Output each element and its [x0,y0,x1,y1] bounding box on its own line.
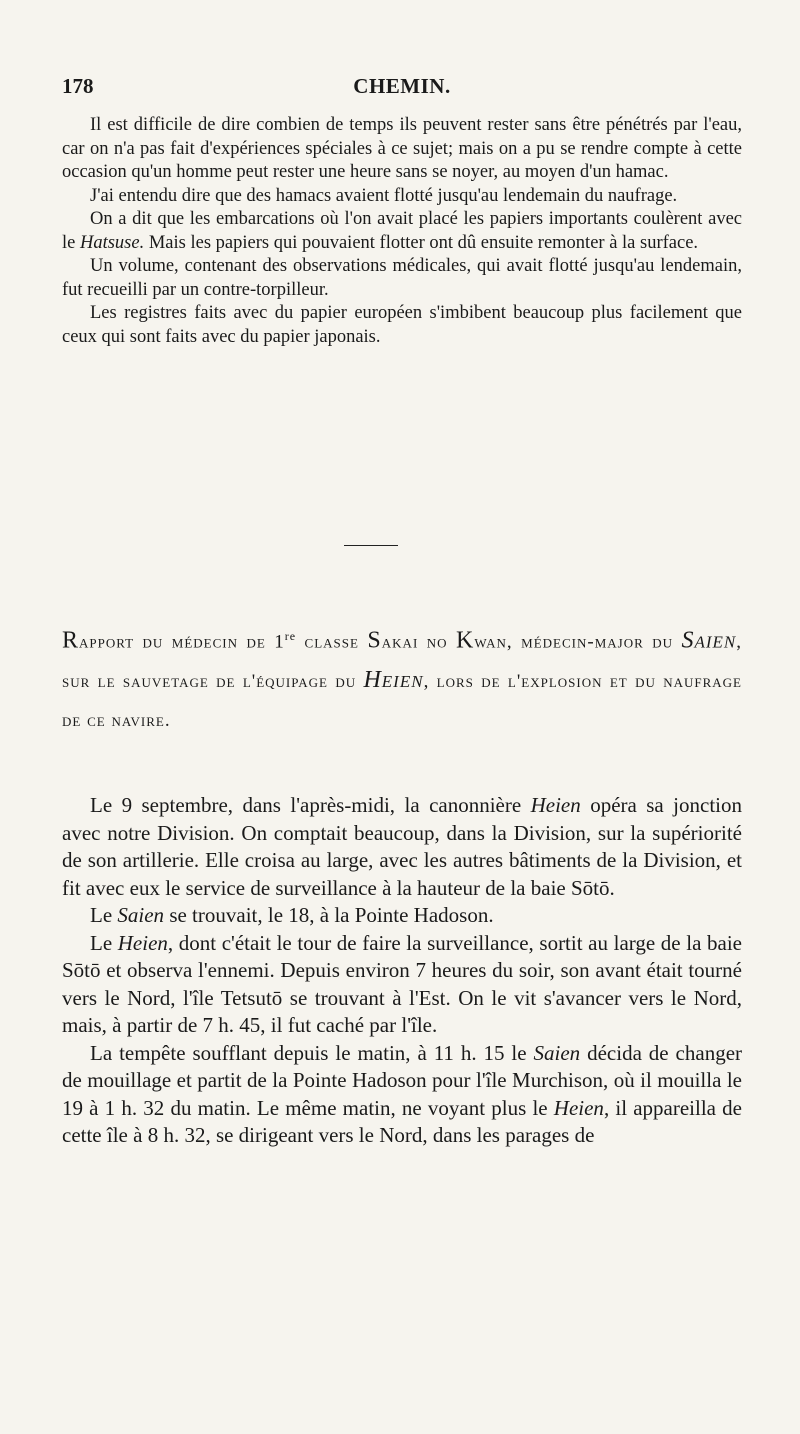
paragraph: Le Heien, dont c'était le tour de faire la surveillance, sortit au large de la baie Sōtō et observa l'ennemi. Depuis environ 7 heures du soir, son avant était tourné vers le Nord, l'île Tetsutō se trouvant à l'Est. On le vit s'avancer vers le Nord, mais, à partir de 7 h. 45, il fut caché par l'île. [62,930,742,1037]
top-text-block [62,114,742,349]
ship-name: Heien [363,667,424,694]
report-body [62,792,742,1150]
paragraph: Le Saien se trouvait, le 18, à la Pointe Hadoson. [90,903,494,927]
paragraph: Le 9 septembre, dans l'après-midi, la canonnière Heien opéra sa jonction avec notre Division. On comptait beaucoup, dans la Division, sur la supériorité de son artillerie. Elle croisa au large, avec les autres bâtiments de la Division, et fit avec eux le service de surveillance à la hauteur de la baie Sōtō. [62,793,742,900]
paragraph: La tempête soufflant depuis le matin, à 11 h. 15 le Saien décida de changer de mouillage et partit de la Pointe Hadoson pour l'île Murchison, où il mouilla le 19 à 1 h. 32 du matin. Le même matin, ne voyant plus le Heien, il appareilla de cette île à 8 h. 32, se dirigeant vers le Nord, dans les parages de [62,1040,743,1147]
ship-name: Saien [117,903,165,927]
paragraph: Il est difficile de dire combien de temps ils peuvent rester sans être pénétrés par l'eau, car on n'a pas fait d'expériences spéciales à ce sujet; mais on a pu se rendre compte à cette occasion qu'un homme peut rester une heure sans se noyer, au moyen d'un hamac. [62,115,742,182]
paragraph: Les registres faits avec du papier européen s'imbibent beaucoup plus facilement que ceux qui sont faits avec du papier japonais. [62,303,742,347]
paragraph: On a dit que les embarcations où l'on avait placé les papiers importants coulèrent avec le Hatsuse. Mais les papiers qui pouvaient flotter ont dû ensuite remonter à la surface. [62,209,742,253]
page-header [62,74,742,104]
running-title: CHEMIN. [353,74,451,98]
ship-name: Heien [117,930,168,955]
ship-name: Hatsuse. [79,232,145,253]
paragraph: J'ai entendu dire que des hamacs avaient flotté jusqu'au lendemain du naufrage. [90,185,678,206]
section-divider [344,545,398,546]
paragraph: Un volume, contenant des observations médicales, qui avait flotté jusqu'au lendemain, fut recueilli par un contre-torpilleur. [62,256,742,300]
ship-name: Saien [533,1040,581,1065]
ship-name: Saien [681,627,737,654]
page-number: 178 [62,74,94,98]
report-title: Rapport du médecin de 1re classe Sakai no Kwan, médecin-major du Saien, sur le sauvetage de l'équipage du Heien, lors de l'explosion et du naufrage de ce navire. [62,627,742,732]
ship-name: Heien [553,1095,604,1120]
ship-name: Heien [530,793,581,817]
